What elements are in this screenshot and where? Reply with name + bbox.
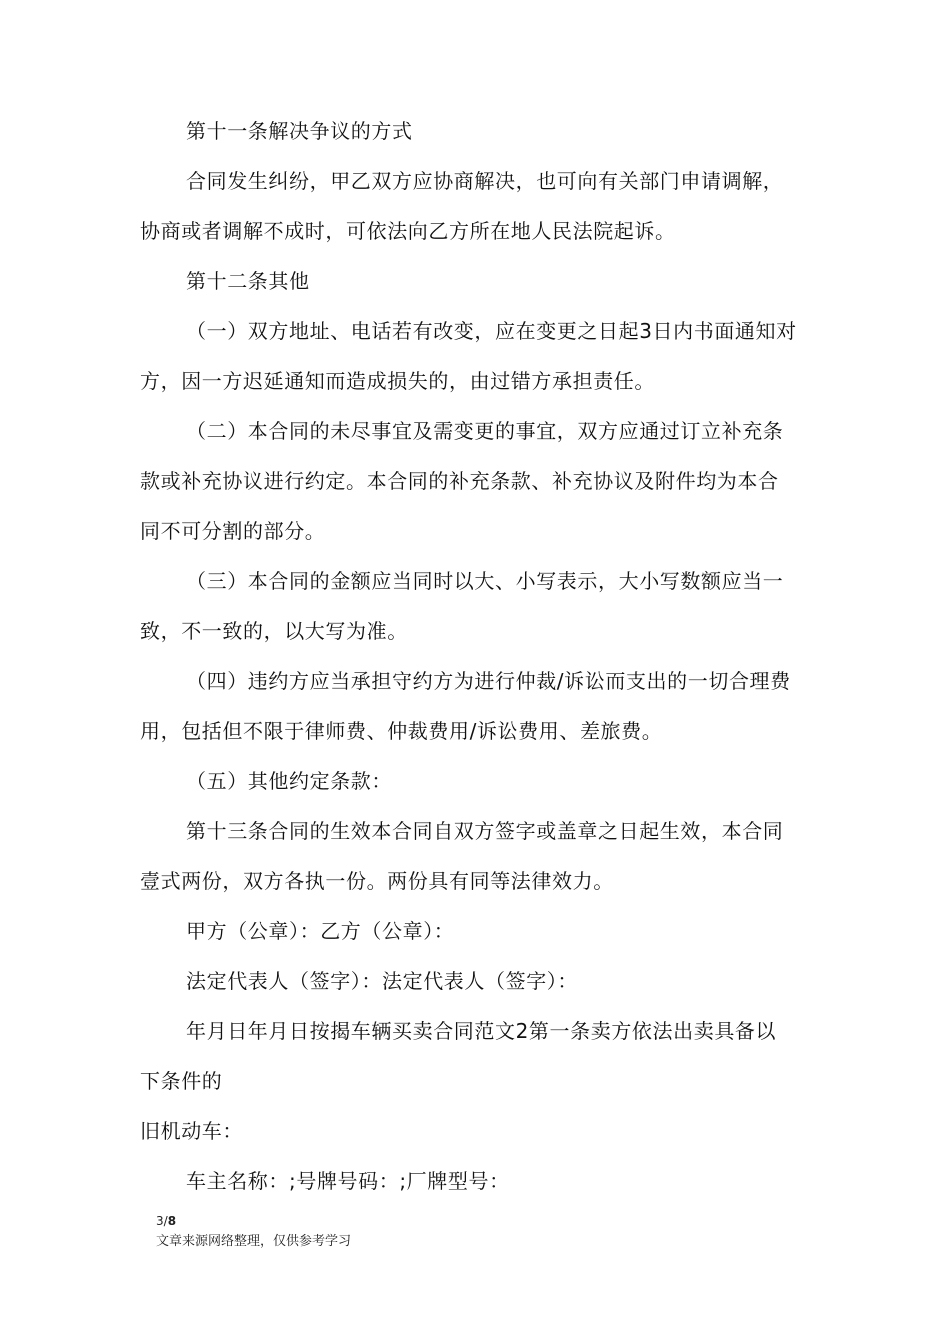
page-current: 3 [156, 1214, 164, 1228]
paragraph-line: 用，包括但不限于律师费、仲裁费用/诉讼费用、差旅费。 [140, 719, 663, 743]
clause-11-heading: 第十一条解决争议的方式 [186, 119, 413, 143]
signature-line: 法定代表人（签字）：法定代表人（签字）： [186, 969, 578, 993]
paragraph-line: 车主名称：;号牌号码：;厂牌型号： [186, 1169, 510, 1193]
paragraph-line: 款或补充协议进行约定。本合同的补充条款、补充协议及附件均为本合 [140, 469, 779, 493]
page-total: 8 [167, 1214, 177, 1228]
clause-13-line: 第十三条合同的生效本合同自双方签字或盖章之日起生效，本合同 [186, 819, 784, 843]
paragraph-line: 同不可分割的部分。 [140, 519, 326, 543]
paragraph-line: 壹式两份，双方各执一份。两份具有同等法律效力。 [140, 869, 614, 893]
source-note: 文章来源网络整理，仅供参考学习 [156, 1234, 352, 1249]
paragraph-line: （四）违约方应当承担守约方为进行仲裁/诉讼而支出的一切合理费 [186, 669, 791, 693]
paragraph-line: （二）本合同的未尽事宜及需变更的事宜，双方应通过订立补充条 [186, 419, 784, 443]
paragraph-line: （三）本合同的金额应当同时以大、小写表示，大小写数额应当一 [186, 569, 784, 593]
paragraph-line: 协商或者调解不成时，可依法向乙方所在地人民法院起诉。 [140, 219, 676, 243]
paragraph-line: 合同发生纠纷，甲乙双方应协商解决，也可向有关部门申请调解， [186, 169, 784, 193]
paragraph-line: （一）双方地址、电话若有改变，应在变更之日起3日内书面通知对 [186, 319, 797, 343]
paragraph-line: 下条件的 [140, 1069, 223, 1093]
paragraph-line: 年月日年月日按揭车辆买卖合同范文2第一条卖方依法出卖具备以 [186, 1019, 777, 1043]
paragraph-line: （五）其他约定条款： [186, 769, 392, 793]
page-number [156, 1214, 176, 1228]
clause-12-heading: 第十二条其他 [186, 269, 310, 293]
paragraph-line: 方，因一方迟延通知而造成损失的，由过错方承担责任。 [140, 369, 655, 393]
paragraph-line: 旧机动车： [140, 1119, 243, 1143]
paragraph-line: 致，不一致的，以大写为准。 [140, 619, 408, 643]
page-separator: / [163, 1214, 168, 1228]
signature-line: 甲方（公章）：乙方（公章）： [186, 919, 455, 943]
